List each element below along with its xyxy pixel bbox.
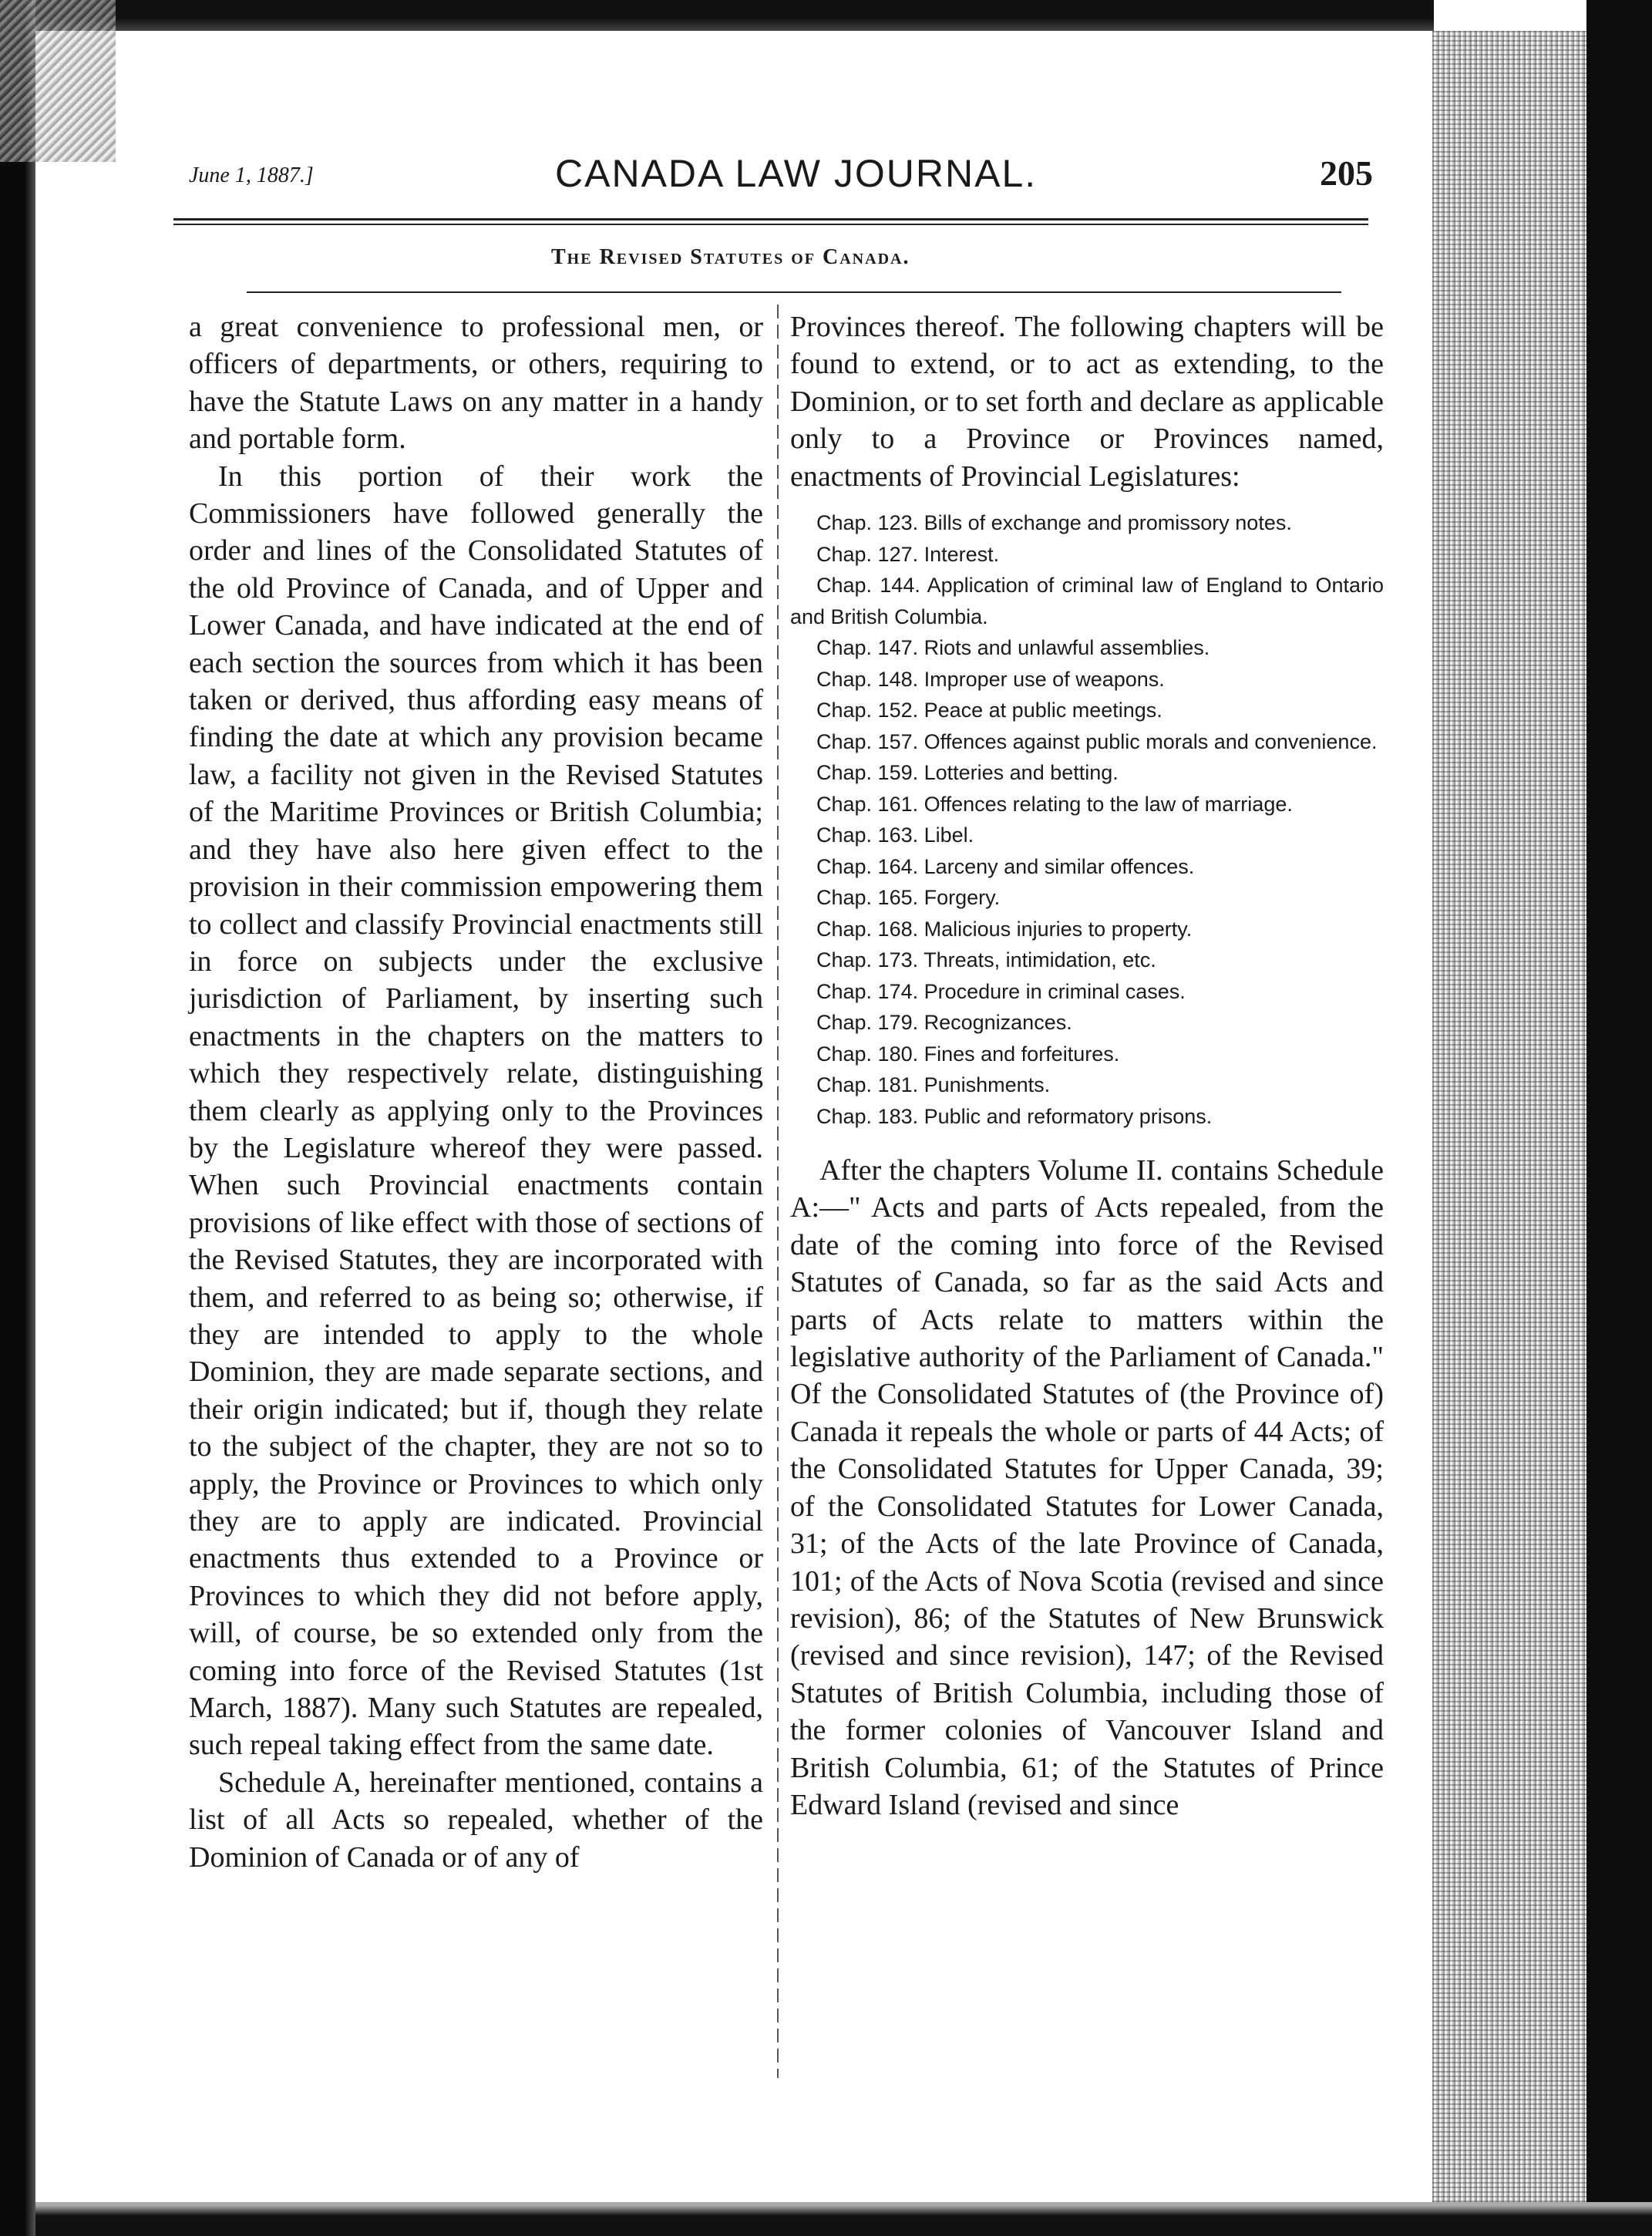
- header-date: June 1, 1887.]: [189, 163, 314, 187]
- chapter-item: Chap. 148. Improper use of weapons.: [816, 667, 1165, 691]
- scan-border-right-noise: [1432, 31, 1586, 2202]
- chapter-item: Chap. 168. Malicious injuries to property.: [816, 917, 1193, 941]
- chapter-item: Chap. 165. Forgery.: [816, 886, 1001, 910]
- page-number: 205: [1320, 153, 1373, 193]
- chapter-item: Chap. 181. Punishments.: [816, 1073, 1051, 1097]
- chapter-item: Chap. 179. Recognizances.: [816, 1011, 1072, 1035]
- right-paragraph: After the chapters Volume II. contains Schedule A:—" Acts and parts of Acts repealed, from the date of the coming into force of the Revised Statutes of Canada, so far as the said Acts and parts of Acts relate to matters within the legislative authority of the Parliament of Canada." Of the Consolidated Statutes of (the Province of) Canada it repeals the whole or parts of 44 Acts; of the Consolidated Statutes for Upper Canada, 39; of the Consolidated Statutes for Lower Canada, 31; of the Acts of the late Province of Canada, 101; of the Acts of Nova Scotia (revised and since revision), 86; of the Statutes of New Brunswick (revised and since revision), 147; of the Revised Statutes of British Columbia, including those of the former colonies of Vancouver Island and British Columbia, 61; of the Statutes of Prince Edward Island (revised and since: [790, 1154, 1384, 1821]
- scan-border-right: [1586, 0, 1652, 2236]
- scan-border-top: [0, 0, 1434, 31]
- chapter-item: Chap. 144. Application of criminal law of England to Ontario and British Columbia.: [790, 574, 1384, 628]
- chapter-item: Chap. 183. Public and reformatory prisons.: [816, 1104, 1213, 1128]
- header-rule-bottom: [173, 224, 1368, 225]
- header-rule-top: [173, 218, 1368, 221]
- scan-border-bottom: [35, 2202, 1652, 2236]
- scan-corner-noise: [0, 0, 116, 162]
- chapter-item: Chap. 173. Threats, intimidation, etc.: [816, 948, 1156, 972]
- chapter-item: Chap. 127. Interest.: [816, 542, 1000, 566]
- chapter-item: Chap. 174. Procedure in criminal cases.: [816, 979, 1186, 1003]
- left-column: [189, 308, 763, 1876]
- scan-border-left: [0, 0, 35, 2236]
- chapter-item: Chap. 180. Fines and forfeitures.: [816, 1042, 1120, 1066]
- journal-title: CANADA LAW JOURNAL.: [555, 152, 1038, 195]
- chapter-item: Chap. 163. Libel.: [816, 823, 974, 847]
- chapter-item: Chap. 161. Offences relating to the law of marriage.: [816, 792, 1293, 816]
- column-divider: [777, 305, 779, 2078]
- running-head-rule: [247, 291, 1341, 293]
- chapter-list: [790, 507, 1384, 1132]
- left-paragraph: In this portion of their work the Commissioners have followed generally the order and lines of the Consolidated Statutes of the old Province of Canada, and of Upper and Lower Canada, and have indicated at the end of each section the sources from which it has been taken or derived, thus affording easy means of finding the date at which any provision became law, a facility not given in the Revised Statutes of the Maritime Provinces or British Columbia; and they have also here given effect to the provision in their commission empowering them to collect and classify Provincial enactments still in force on subjects under the exclusive jurisdiction of Parliament, by inserting such enactments in the chapters on the matters to which they respectively relate, distinguishing them clearly as applying only to the Provinces by the Legislature whereof they were passed. When such Provincial enactments contain provisions of like effect with those of sections of the Revised Statutes, they are incorporated with them, and referred to as being so; otherwise, if they are intended to apply to the whole Dominion, they are made separate sections, and their origin indicated; but if, though they relate to the subject of the chapter, they are not so to apply, the Province or Provinces to which only they are to apply are indicated. Provincial enactments thus extended to a Province or Provinces to which they did not before apply, will, of course, be so extended only from the coming into force of the Revised Statutes (1st March, 1887). Many such Statutes are repealed, such repeal taking effect from the same date.: [189, 460, 763, 1762]
- right-intro-paragraph: Provinces thereof. The following chapters will be found to extend, or to act as extending, to the Dominion, or to set forth and declare as applicable only to a Province or Provinces named, enactments of Provincial Legislatures:: [790, 311, 1384, 493]
- left-paragraph: Schedule A, hereinafter mentioned, contains a list of all Acts so repealed, whether of the Dominion of Canada or of any of: [189, 1766, 763, 1874]
- chapter-item: Chap. 157. Offences against public morals and convenience.: [816, 729, 1378, 753]
- chapter-item: Chap. 152. Peace at public meetings.: [816, 699, 1162, 722]
- chapter-item: Chap. 147. Riots and unlawful assemblies.: [816, 636, 1210, 660]
- chapter-item: Chap. 164. Larceny and similar offences.: [816, 854, 1195, 878]
- chapter-item: Chap. 123. Bills of exchange and promissory notes.: [816, 511, 1292, 535]
- chapter-item: Chap. 159. Lotteries and betting.: [816, 761, 1119, 785]
- running-head: The Revised Statutes of Canada.: [551, 245, 910, 269]
- left-paragraph: a great convenience to professional men, or officers of departments, or others, requiring to have the Statute Laws on any matter in a handy and portable form.: [189, 311, 763, 456]
- right-column: [790, 308, 1384, 1823]
